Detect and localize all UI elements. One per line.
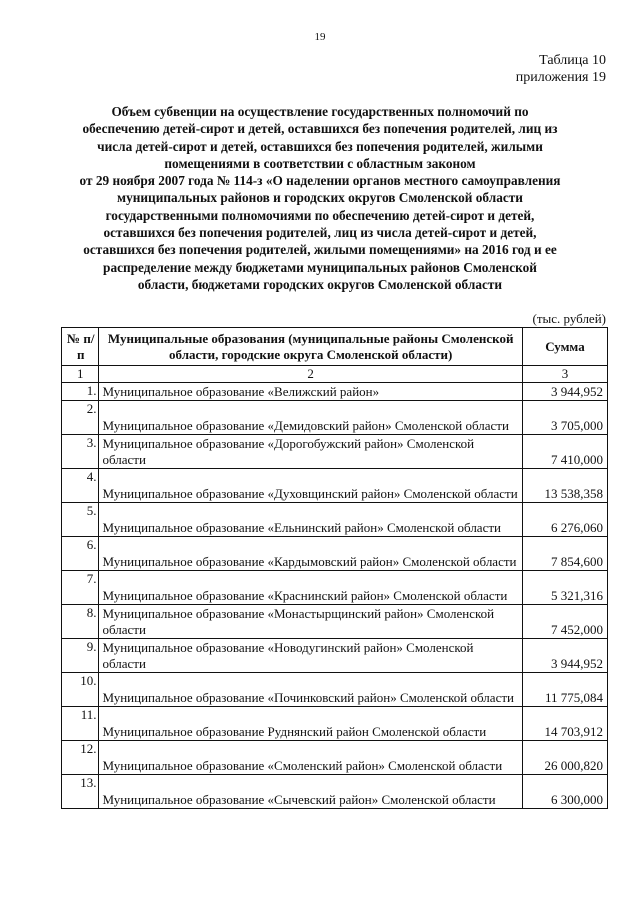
col-number-3: 3 [522,366,607,383]
col-number-2: 2 [99,366,522,383]
row-sum: 3 944,952 [522,639,607,673]
page-number: 19 [314,31,326,43]
table-row [62,673,608,707]
appendix-label: приложения 19 [515,70,606,85]
row-num: 8. [62,605,99,639]
title-line: Объем субвенции на осуществление государственных полномочий по [111,104,529,119]
row-name: Муниципальное образование «Починковский район» Смоленской области [99,673,522,707]
title-line: обеспечению детей-сирот и детей, оставшихся без попечения родителей, лиц из [82,121,558,137]
header-sum: Сумма [522,328,607,366]
row-name: Муниципальное образование «Ельнинский район» Смоленской области [99,503,522,537]
table-row [62,571,608,605]
row-num: 12. [62,741,99,775]
table-row [62,469,608,503]
column-number-row [62,366,608,383]
row-sum: 7 410,000 [522,435,607,469]
row-num: 5. [62,503,99,537]
title-line: государственными полномочиями по обеспечению детей-сирот и детей, [105,207,535,223]
table-row [62,503,608,537]
row-sum: 6 300,000 [522,775,607,809]
table-row [62,435,608,469]
table-row [62,707,608,741]
row-num: 6. [62,537,99,571]
row-name: Муниципальное образование Руднянский район Смоленской области [99,707,522,741]
document-title [40,103,600,293]
table-row [62,401,608,435]
table-number: Таблица 10 [539,53,606,68]
row-sum: 7 854,600 [522,537,607,571]
row-sum: 14 703,912 [522,707,607,741]
title-line: оставшихся без попечения родителей, лиц из числа детей-сирот и детей, [103,225,537,241]
row-num: 11. [62,707,99,741]
row-sum: 6 276,060 [522,503,607,537]
row-sum: 3 944,952 [522,383,607,401]
row-num: 7. [62,571,99,605]
title-line: помещениями в соответствии с областным законом [164,155,476,171]
row-name: Муниципальное образование «Велижский район» [99,383,522,401]
row-num: 4. [62,469,99,503]
title-line: распределение между бюджетами муниципальных районов Смоленской [103,259,537,275]
title-line: оставшихся без попечения родителей, жилыми помещениями» на 2016 год и ее [83,242,557,258]
row-name: Муниципальное образование «Монастырщинский район» Смоленской области [99,605,522,639]
row-num: 2. [62,401,99,435]
col-number-1: 1 [62,366,99,383]
header-name: Муниципальные образования (муниципальные районы Смоленской области, городские округа Смоленской области) [99,328,522,366]
table-row [62,537,608,571]
title-line: области, бюджетами городских округов Смоленской области [137,276,503,292]
row-name: Муниципальное образование «Краснинский район» Смоленской области [99,571,522,605]
title-line: числа детей-сирот и детей, оставшихся без попечения родителей, жилыми [97,138,543,154]
title-line: от 29 ноября 2007 года № 114-з «О наделении органов местного самоуправления [79,173,561,189]
row-name: Муниципальное образование «Смоленский район» Смоленской области [99,741,522,775]
row-name: Муниципальное образование «Сычевский район» Смоленской области [99,775,522,809]
row-name: Муниципальное образование «Демидовский район» Смоленской области [99,401,522,435]
row-num: 3. [62,435,99,469]
row-sum: 13 538,358 [522,469,607,503]
units-label: (тыс. рублей) [532,311,606,326]
row-num: 10. [62,673,99,707]
row-num: 1. [62,383,99,401]
row-sum: 3 705,000 [522,401,607,435]
table-row [62,383,608,401]
row-name: Муниципальное образование «Дорогобужский район» Смоленской области [99,435,522,469]
header-num: № п/п [62,328,99,366]
subsidy-table [61,327,608,809]
table-row [62,639,608,673]
row-sum: 11 775,084 [522,673,607,707]
row-name: Муниципальное образование «Новодугинский район» Смоленской области [99,639,522,673]
row-sum: 26 000,820 [522,741,607,775]
title-line: муниципальных районов и городских округов Смоленской области [117,190,523,206]
row-sum: 5 321,316 [522,571,607,605]
row-name: Муниципальное образование «Духовщинский район» Смоленской области [99,469,522,503]
table-row [62,775,608,809]
row-num: 13. [62,775,99,809]
row-num: 9. [62,639,99,673]
table-header-row [62,328,608,366]
table-row [62,741,608,775]
table-row [62,605,608,639]
row-name: Муниципальное образование «Кардымовский район» Смоленской области [99,537,522,571]
row-sum: 7 452,000 [522,605,607,639]
